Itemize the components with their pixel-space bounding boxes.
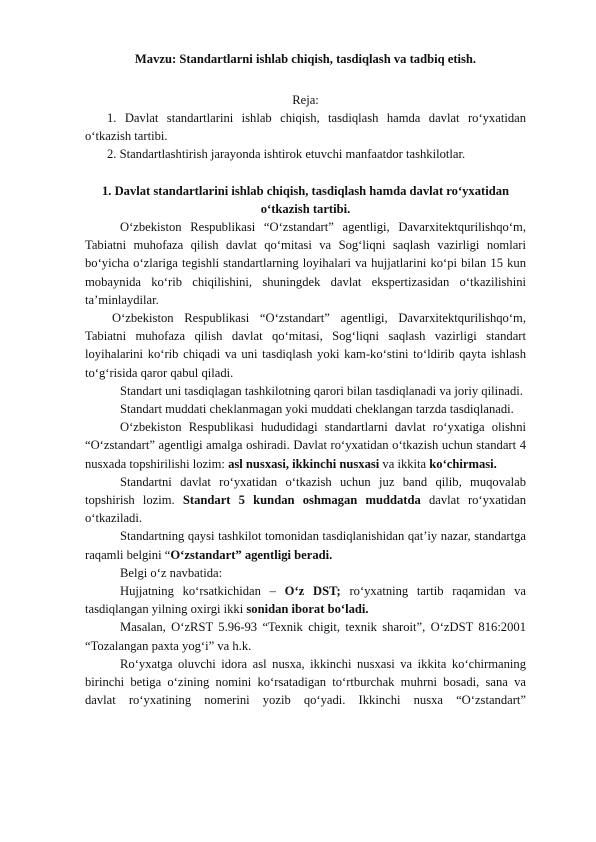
paragraph-2: O‘zbekiston Respublikasi “O‘zstandart” agentligi, Davarxitektqurilishqo‘m, Tabiatni muhofaza qilish davlat qo‘mitasi, Sog‘liqni saqlash vazirligi standart loyihalarini ko‘rib chiqadi va uni tasdiqlash yoki kam-ko‘stini to‘ldirib qayta ishlash to‘g‘risida qaror qabul qiladi. xyxy=(85,311,526,380)
paragraph-9-bold: O‘z DST; xyxy=(284,584,341,599)
paragraph-7-bold: O‘zstandart” agentligi beradi. xyxy=(170,547,333,562)
plan-item-1: 1. Davlat standartlarini ishlab chiqish, tasdiqlash hamda davlat ro‘yxatidan o‘tkazish tartibi. xyxy=(85,111,526,144)
paragraph-5-bold-2: ko‘chirmasi. xyxy=(429,456,497,471)
paragraph-9-text: Hujjatning ko‘rsatkichidan – xyxy=(120,584,285,599)
paragraph-6 xyxy=(85,473,526,528)
paragraph-9-bold-2: sonidan iborat bo‘ladi. xyxy=(246,602,369,617)
section-heading: 1. Davlat standartlarini ishlab chiqish, tasdiqlash hamda davlat ro‘yxatidan o‘tkazish tartibi. xyxy=(101,183,510,216)
paragraph-9-text-2: ro‘yxatning tartib raqamidan va tasdiqlangan yilning oxirgi ikki xyxy=(85,584,526,617)
paragraph-5-text-2: va ikkita xyxy=(379,456,430,471)
paragraph-10: Masalan, O‘zRST 5.96-93 “Texnik chigit, texnik sharoit”, O‘zDST 816:2001 “Tozalangan paxta yog‘i” va h.k. xyxy=(85,620,526,653)
paragraph-3: Standart uni tasdiqlagan tashkilotning qarori bilan tasdiqlanadi va joriy qilinadi. xyxy=(120,383,523,398)
paragraph-6-text: Standartni davlat ro‘yxatidan o‘tkazish uchun juz band qilib, muqovalab topshirish lozim. xyxy=(85,474,526,508)
paragraph-11: Ro‘yxatga oluvchi idora asl nusxa, ikkinchi nusxasi va ikkita ko‘chirmaning birinchi betiga o‘zining nomini ko‘rsatadigan to‘rtburchak muhrni bosadi, sana va davlat ro‘yxatining nomerini yozib qo‘yadi. Ikkinchi nusxa “O‘zstandart” xyxy=(85,656,526,708)
paragraph-4: Standart muddati cheklanmagan yoki muddati cheklangan tarzda tasdiqlanadi. xyxy=(120,402,514,417)
paragraph-7 xyxy=(85,527,526,563)
paragraph-1: O‘zbekiston Respublikasi “O‘zstandart” agentligi, Davarxitektqurilishqo‘m, Tabiatni muhofaza qilish davlat qo‘mitasi va Sog‘liqni saqlash vazirligi nomlari bo‘yicha o‘zlariga tegishli standartlarning loyihalari va hujjatlarini ko‘pi bilan 15 kun mobaynida ko‘rib chiqilishini, shuningdek davlat ekspertizasidan o‘tkazilishini ta’minlaydilar. xyxy=(85,220,526,307)
paragraph-8: Belgi o‘z navbatida: xyxy=(120,565,223,580)
plan-heading: Reja: xyxy=(292,93,319,107)
paragraph-6-text-2: davlat ro‘yxatidan o‘tkaziladi. xyxy=(85,493,526,526)
paragraph-7-text: Standartning qaysi tashkilot tomonidan tasdiqlanishidan qat’iy nazar, standartga raqamli belgini “ xyxy=(85,529,526,562)
document-body xyxy=(85,109,526,710)
plan-item-2: 2. Standartlashtirish jarayonda ishtirok etuvchi manfaatdor tashkilotlar. xyxy=(107,147,466,162)
paragraph-9 xyxy=(85,582,526,618)
paragraph-6-bold: Standart 5 kundan oshmagan muddatda xyxy=(182,493,421,508)
paragraph-5-bold: asl nusxasi, ikkinchi nusxasi xyxy=(228,456,380,471)
paragraph-5-text: O‘zbekiston Respublikasi hududidagi standartlarni davlat ro‘yxatiga olishni “O‘zstandart” agentligi amalga oshiradi. Davlat ro‘yxatidan o‘tkazish uchun standart 4 nusxada topshirilishi lozim: xyxy=(85,420,526,471)
paragraph-5 xyxy=(85,418,526,473)
page-title: Mavzu: Standartlarni ishlab chiqish, tasdiqlash va tadbiq etish. xyxy=(134,52,477,66)
